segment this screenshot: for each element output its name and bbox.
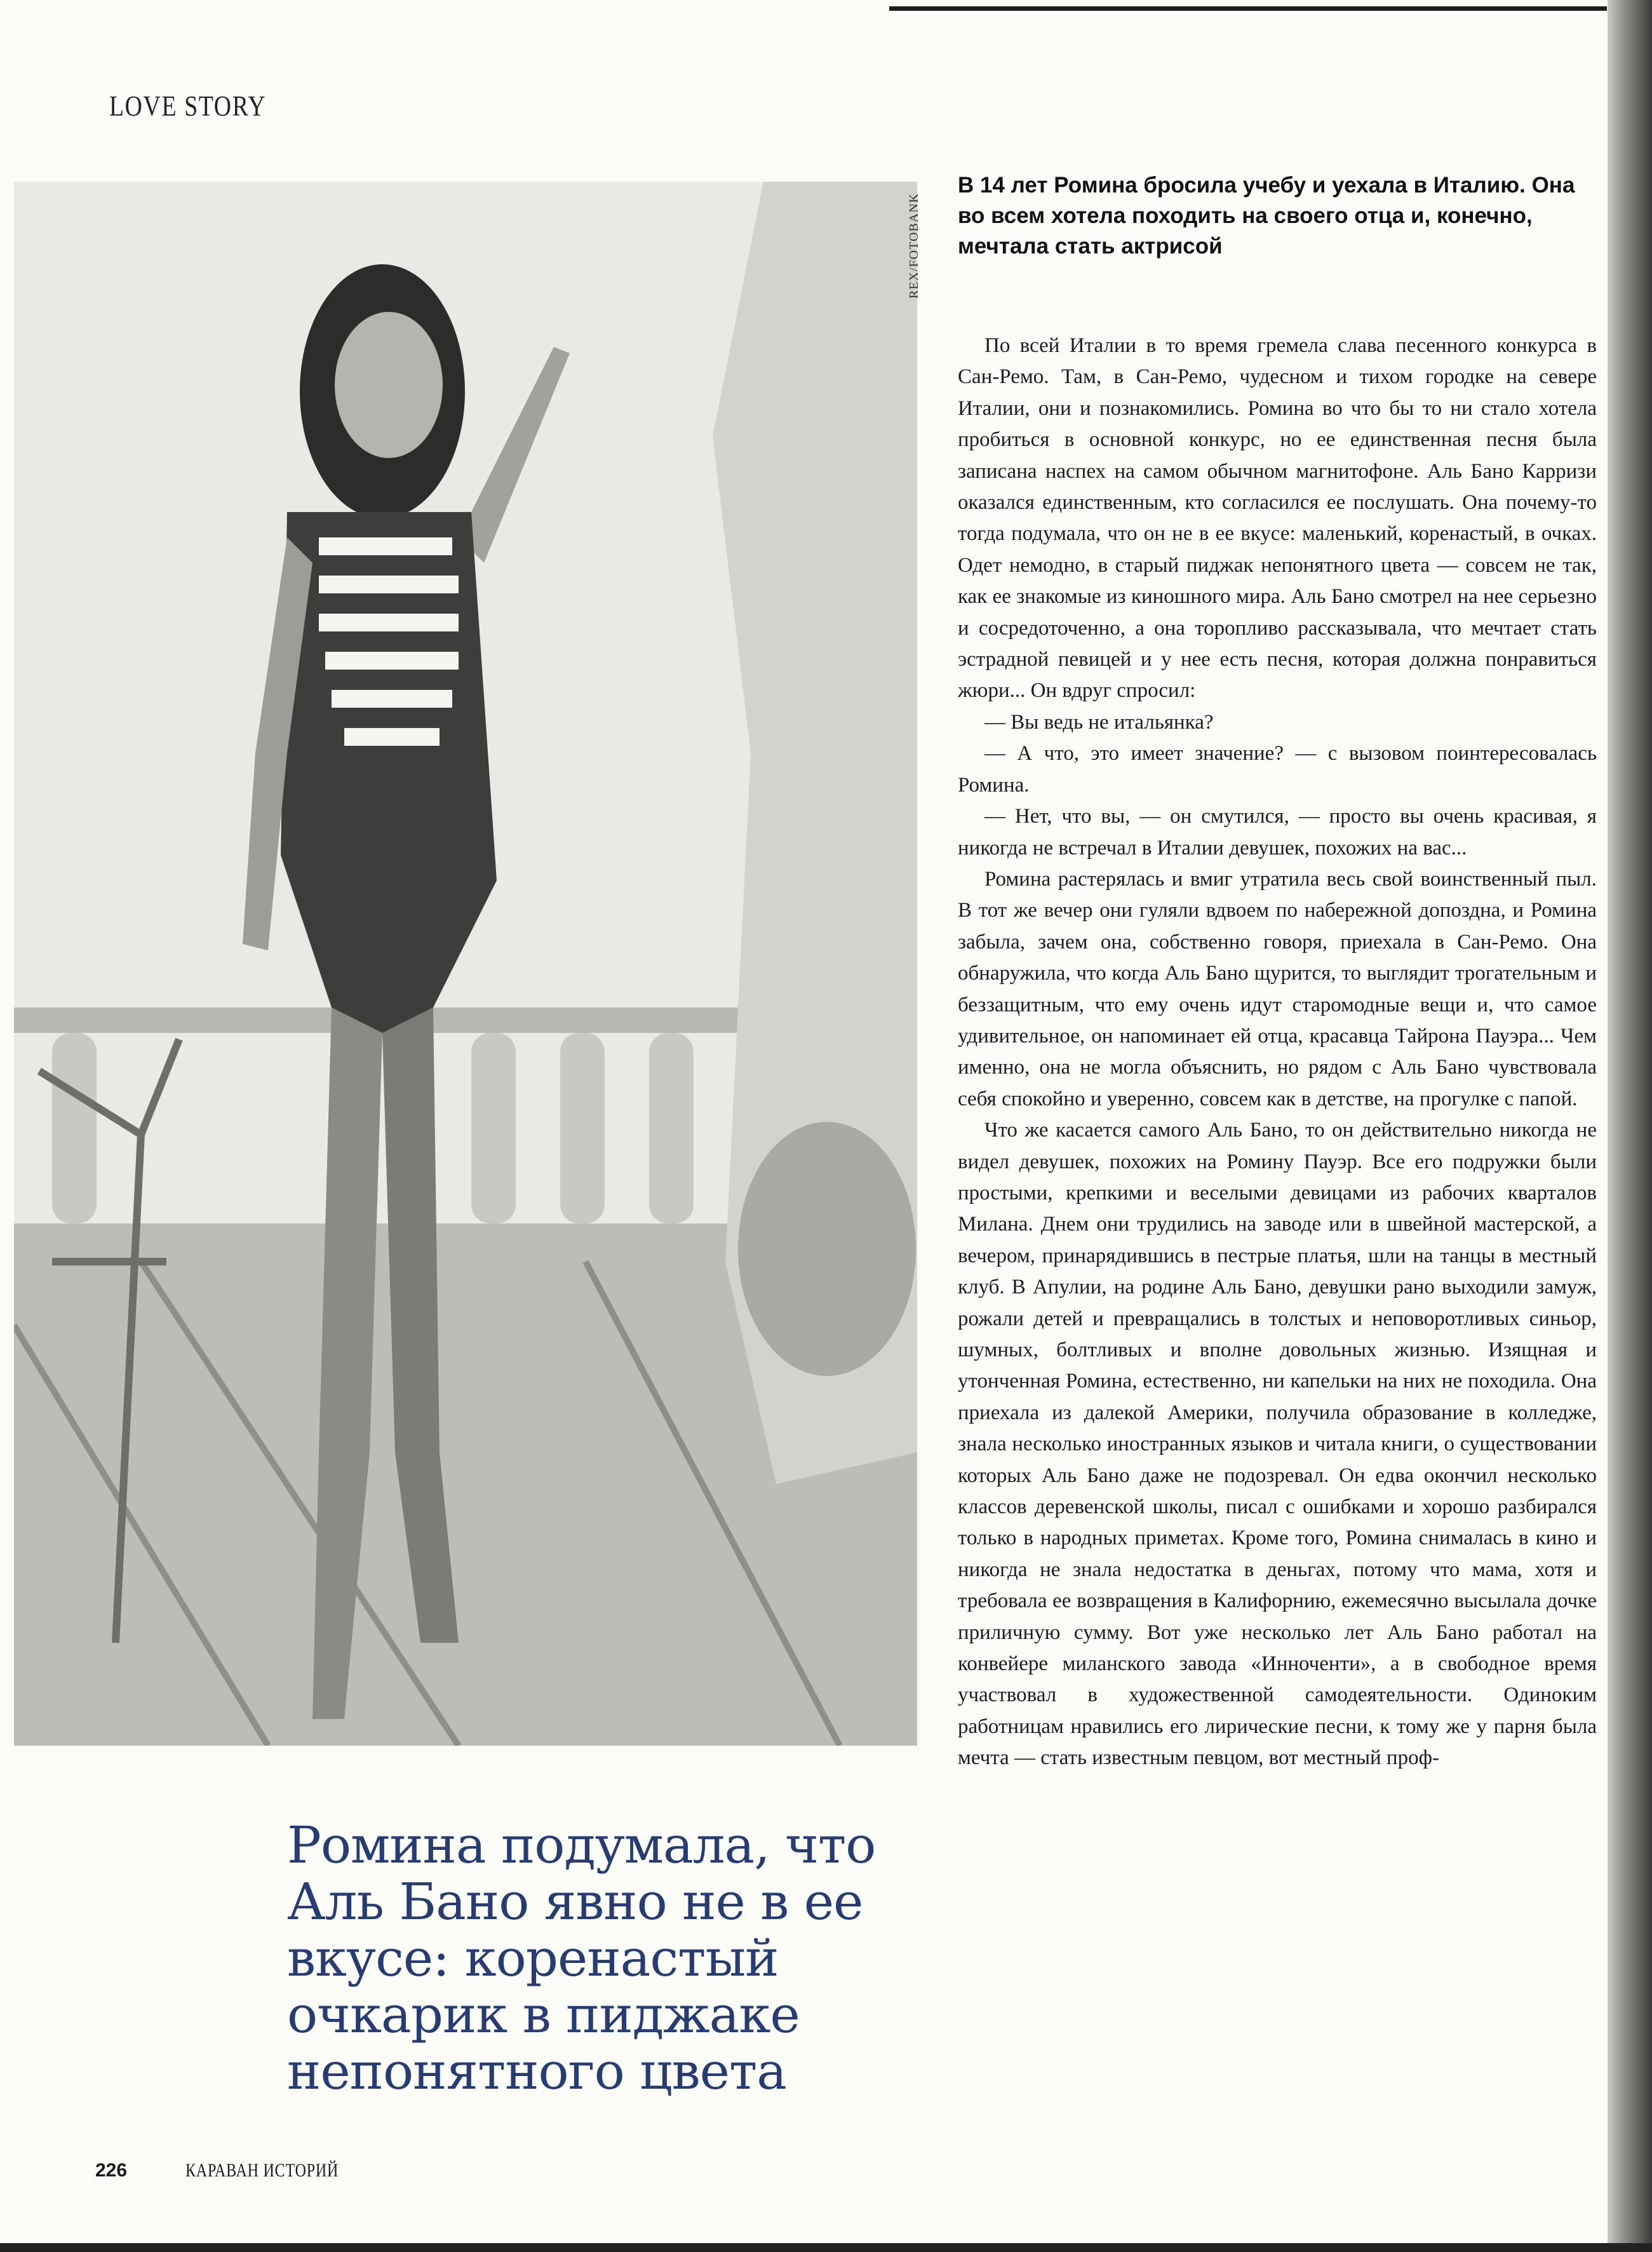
article-paragraph: — Вы ведь не итальянка? bbox=[984, 710, 1214, 734]
photo-credit-text: REX/FOTOBANK bbox=[907, 192, 921, 299]
article-body bbox=[958, 330, 1597, 1774]
page-number: 226 bbox=[95, 2160, 128, 2181]
lead-paragraph: В 14 лет Ромина бросила учебу и уехала в Италию. Она во всем хотела походить на своего отца и, конечно, мечтала стать актрисой bbox=[958, 173, 1575, 259]
photo-illustration bbox=[14, 182, 917, 1746]
magazine-name: КАРАВАН ИСТОРИЙ bbox=[185, 2160, 339, 2181]
bottom-rule bbox=[0, 2243, 1652, 2252]
photo-credit bbox=[907, 184, 932, 299]
pull-quote: Ромина подумала, что Аль Бано явно не в ее вкусе: коренастый очкарик в пиджаке непонятного цвета bbox=[287, 1816, 876, 2101]
article-paragraph: — Нет, что вы, — он смутился, — просто вы очень красивая, я никогда не встречал в Италии девушек, похожих на вас... bbox=[958, 805, 1597, 860]
top-rule bbox=[889, 6, 1607, 11]
page-gutter-shadow bbox=[1608, 0, 1652, 2252]
photo bbox=[14, 182, 917, 1746]
article-paragraph: Что же касается самого Аль Бано, то он действительно никогда не видел девушек, похожих на Ромину Пауэр. Все его подружки были простыми, крепкими и веселыми девицами из рабочих кварталов Милана. Днем они трудились на заводе или в швейной мастерской, а вечером, принарядившись в пестрые платья, шли на танцы в местный клуб. В Апулии, на родине Аль Бано, девушки рано выходили замуж, рожали детей и превращались в толстых и неповоротливых синьор, шумных, болтливых и вполне довольных жизнью. Изящная и утонченная Ромина, естественно, ни капельки на них не походила. Она приехала из далекой Америки, получила образование в колледже, знала несколько иностранных языков и читала книги, о существовании которых Аль Бано даже не подозревал. Он едва окончил несколько классов деревенской школы, писал с ошибками и хорошо разбирался только в народных приметах. Кроме того, Ромина снималась в кино и никогда не знала недостатка в деньгах, потому что мама, хотя и требовала ее возвращения в Калифорнию, ежемесячно высылала дочке приличную сумму. Вот уже несколько лет Аль Бано работал на конвейере миланского завода «Инноченти», а в свободное время участвовал в художественной самодеятельности. Одиноким работницам нравились его лирические песни, к тому же у парня была мечта — стать известным певцом, вот местный проф- bbox=[958, 1119, 1597, 1770]
article-paragraph: Ромина растерялась и вмиг утратила весь свой воинственный пыл. В тот же вечер они гуляли вдвоем по набережной допоздна, и Ромина забыла, зачем она, собственно говоря, приехала в Сан-Ремо. Она обнаружила, что когда Аль Бано щурится, то выглядит трогательным и беззащитным, что ему очень идут старомодные вещи и, что самое удивительное, он напоминает ей отца, красавца Тайрона Пауэра... Чем именно, она не могла объяснить, но рядом с Аль Бано чувствовала себя спокойно и уверенно, совсем как в детстве, на прогулке с папой. bbox=[958, 867, 1597, 1110]
article-paragraph: — А что, это имеет значение? — с вызовом поинтересовалась Ромина. bbox=[958, 742, 1597, 797]
section-label: LOVE STORY bbox=[109, 90, 267, 122]
article-paragraph: По всей Италии в то время гремела слава песенного конкурса в Сан-Ремо. Там, в Сан-Ремо, чудесном и тихом городке на севере Италии, они и познакомились. Ромина во что бы то ни стало хотела пробиться в основной конкурс, но ее единственная песня была записана наспех на самом обычном магнитофоне. Аль Бано Карризи оказался единственным, кто согласился ее послушать. Она почему-то тогда подумала, что он не в ее вкусе: маленький, коренастый, в очках. Одет немодно, в старый пиджак непонятного цвета — совсем не так, как ее знакомые из киношного мира. Аль Бано смотрел на нее серьезно и сосредоточенно, а она торопливо рассказывала, что мечтает стать эстрадной певицей и у нее есть песня, которая должна понравиться жюри... Он вдруг спросил: bbox=[958, 334, 1597, 703]
